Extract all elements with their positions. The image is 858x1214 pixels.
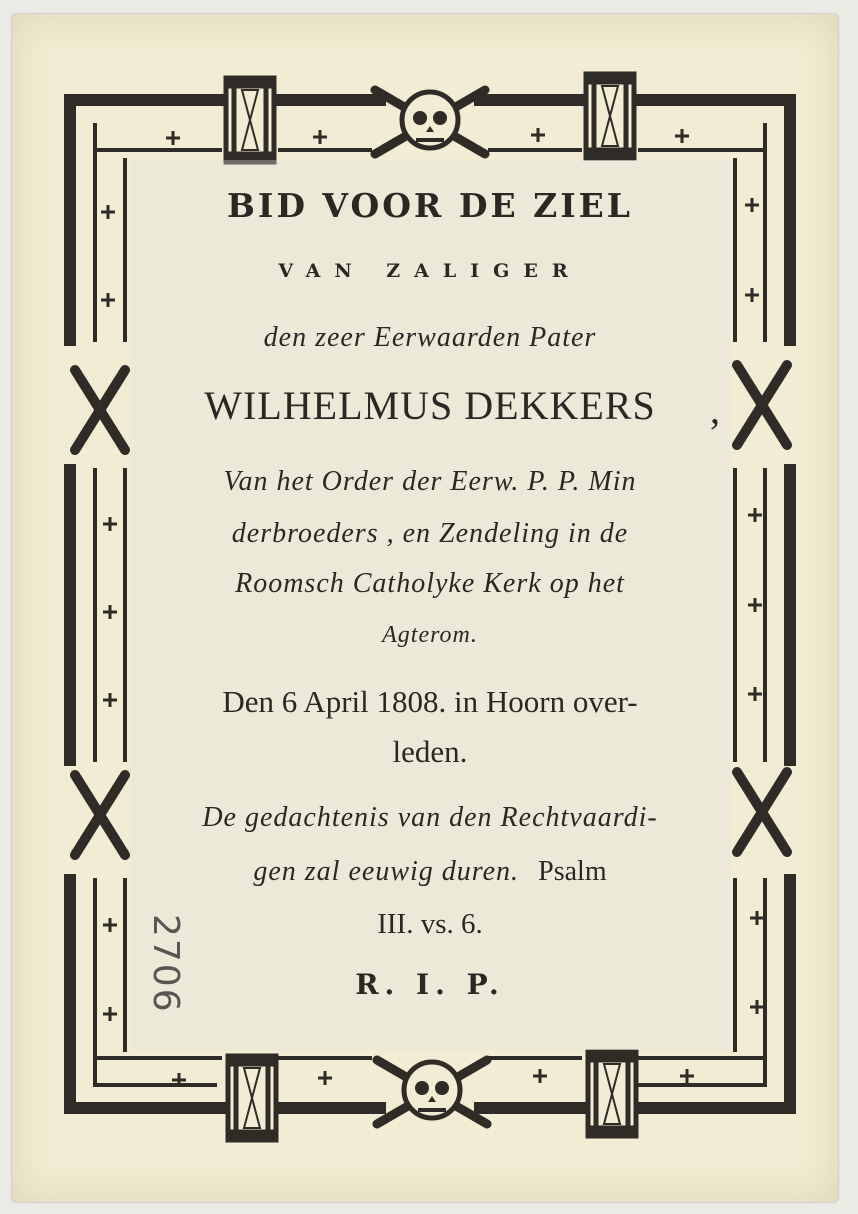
skull-crossbones-icon xyxy=(375,90,485,154)
cross-icon xyxy=(531,128,545,142)
psalm-line-2-italic: gen zal eeuwig duren. xyxy=(253,856,520,887)
death-line-2: leden. xyxy=(392,734,468,769)
cross-icon xyxy=(675,129,689,143)
cross-icon xyxy=(748,598,762,612)
cross-icon xyxy=(103,1007,117,1021)
cross-icon xyxy=(680,1069,694,1083)
cross-icon xyxy=(103,918,117,932)
psalm-line-2 xyxy=(120,856,740,888)
cross-icon xyxy=(750,1000,764,1014)
cross-icon xyxy=(313,130,327,144)
deceased-name: WILHELMUS DEKKERS xyxy=(204,383,656,428)
hourglass-icon xyxy=(228,1056,276,1140)
cross-icon xyxy=(745,198,759,212)
psalm-line-1 xyxy=(120,802,740,834)
cross-icon xyxy=(533,1069,547,1083)
order-line-3: Roomsch Catholyke Kerk op het xyxy=(235,568,625,599)
card-title: BID VOOR DE ZIEL xyxy=(226,186,633,225)
crossed-torches-icon xyxy=(737,365,787,445)
cross-icon xyxy=(103,693,117,707)
psalm-reference: III. vs. 6. xyxy=(377,908,483,940)
cross-icon xyxy=(103,517,117,531)
hourglass-icon xyxy=(226,78,274,162)
psalm-line-2-roman: Psalm xyxy=(538,856,607,887)
handwritten-number: 2706 xyxy=(145,914,186,1014)
crossed-torches-icon xyxy=(75,370,125,450)
cross-icon xyxy=(318,1071,332,1085)
order-line-1: Van het Order der Eerw. P. P. Min xyxy=(223,466,637,497)
handwritten-note xyxy=(138,910,198,1020)
order-line-4: Agterom. xyxy=(382,622,478,648)
card-subtitle: VAN ZALIGER xyxy=(278,260,582,282)
hourglass-icon xyxy=(588,1052,636,1136)
honorific-line: den zeer Eerwaarden Pater xyxy=(263,322,597,353)
death-line-1: Den 6 April 1808. in Hoorn over- xyxy=(222,684,638,719)
crossed-torches-icon xyxy=(75,775,125,855)
crossed-torches-icon xyxy=(737,772,787,852)
cross-icon xyxy=(166,131,180,145)
cross-icon xyxy=(748,687,762,701)
cross-icon xyxy=(748,508,762,522)
cross-icon xyxy=(103,605,117,619)
cross-icon xyxy=(750,911,764,925)
name-comma: , xyxy=(710,387,720,432)
psalm-line-1-italic: De gedachtenis van den Rechtvaardi- xyxy=(202,802,658,833)
cross-icon xyxy=(101,205,115,219)
skull-crossbones-icon xyxy=(377,1060,487,1124)
hourglass-icon xyxy=(586,74,634,158)
cross-icon xyxy=(101,293,115,307)
cross-icon xyxy=(745,288,759,302)
rip-closing: R. I. P. xyxy=(355,968,505,1001)
order-line-2: derbroeders , en Zendeling in de xyxy=(231,518,629,549)
